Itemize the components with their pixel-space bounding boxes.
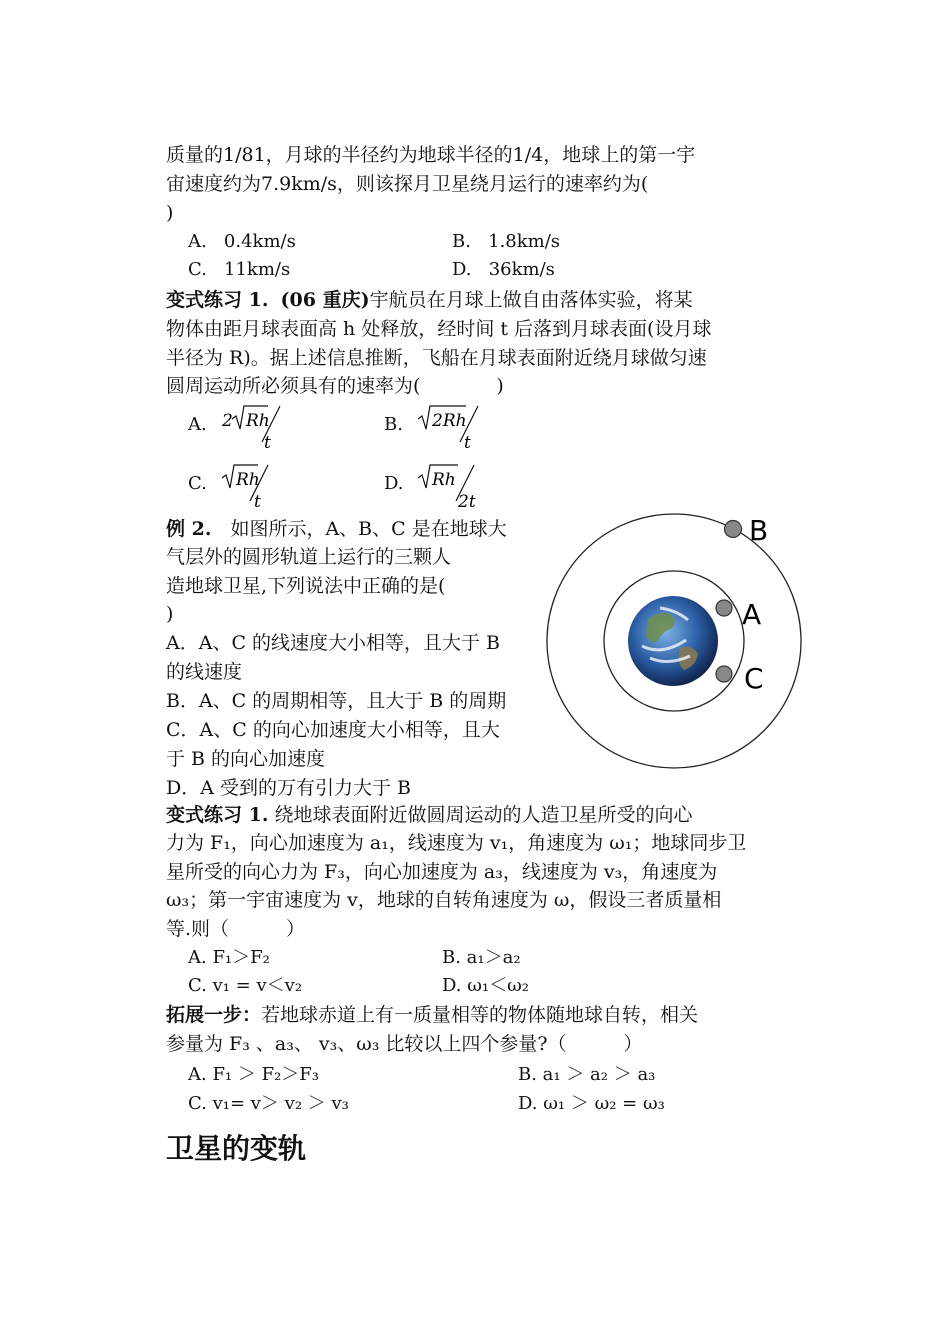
formula-radicand: 2Rh xyxy=(432,411,467,431)
variant1b-line-3: 星所受的向心力为 F₃，向心加速度为 a₃，线速度为 v₃，角速度为 xyxy=(166,861,718,883)
satellite-b xyxy=(725,521,742,538)
extend-option-c: C. v₁= v＞ v₂ ＞ v₃ xyxy=(188,1093,349,1114)
option-text: 0.4km/s xyxy=(223,231,296,252)
option-text: 11km/s xyxy=(224,259,291,280)
satellite-a xyxy=(716,600,732,616)
variant1b-option-a: A. F₁＞F₂ xyxy=(188,947,270,968)
variant1b-option-d: D. ω₁＜ω₂ xyxy=(442,975,530,996)
formula-denominator: t xyxy=(264,433,271,453)
example2-option-d: D．A 受到的万有引力大于 B xyxy=(166,777,411,799)
formula-option-a-letter: A. xyxy=(188,414,207,435)
extend-option-d: D. ω₁ ＞ ω₂ = ω₃ xyxy=(518,1093,665,1114)
option-letter: B. xyxy=(452,231,471,252)
formula-denominator: t xyxy=(464,433,471,453)
extend-text: 若地球赤道上有一质量相等的物体随地球自转，相关 xyxy=(261,1004,699,1026)
label-b: B xyxy=(749,514,769,547)
extend-line-2: 参量为 F₃ 、a₃、 v₃、ω₃ 比较以上四个参量?（ ） xyxy=(166,1033,643,1055)
extend-option-a: A. F₁ ＞ F₂＞F₃ xyxy=(188,1064,320,1085)
formula-denominator: t xyxy=(254,492,261,512)
example2-line-2: 气层外的圆形轨道上运行的三颗人 xyxy=(166,546,452,568)
formula-radicand: Rh xyxy=(432,470,456,490)
option-letter: C. xyxy=(188,259,207,280)
formula-denominator: 2t xyxy=(458,492,476,512)
variant1-line-4: 圆周运动所必须具有的速率为( ) xyxy=(166,375,504,397)
formula-radicand: Rh xyxy=(246,411,270,431)
variant1-text: 宇航员在月球上做自由落体实验，将某 xyxy=(369,289,693,311)
formula-option-b-letter: B. xyxy=(384,414,403,435)
formula-option-d xyxy=(414,461,494,513)
formula-option-b xyxy=(414,402,494,454)
variant1b-line-2: 力为 F₁，向心加速度为 a₁，线速度为 v₁，角速度为 ω₁；地球同步卫 xyxy=(166,832,747,854)
example2-line-4: ) xyxy=(166,603,174,625)
question-line-1: 质量的1/81，月球的半径约为地球半径的1/4，地球上的第一宇 xyxy=(166,144,696,166)
variant1b-option-c: C. v₁ = v＜v₂ xyxy=(188,975,303,996)
option-letter: D. xyxy=(452,259,472,280)
option-text: 36km/s xyxy=(488,259,555,280)
orbit-diagram xyxy=(540,508,810,778)
extend-option-b: B. a₁ ＞ a₂ ＞ a₃ xyxy=(518,1064,656,1085)
formula-coef: 2 xyxy=(222,411,233,431)
option-text: 1.8km/s xyxy=(488,231,561,252)
formula-option-d-letter: D. xyxy=(384,473,404,494)
formula-option-c-letter: C. xyxy=(188,473,207,494)
option-c xyxy=(188,256,290,284)
variant1b-text: 绕地球表面附近做圆周运动的人造卫星所受的向心 xyxy=(274,804,693,826)
formula-option-c xyxy=(218,461,298,513)
formula-radicand: Rh xyxy=(236,470,260,490)
variant1-line-1 xyxy=(166,286,693,314)
variant1-source: (06 重庆) xyxy=(280,289,370,311)
example2-line-1 xyxy=(166,515,507,543)
example2-tag: 例 2. xyxy=(166,518,212,540)
variant1b-tag: 变式练习 1. xyxy=(166,804,269,826)
satellite-c xyxy=(716,666,732,682)
example2-option-c-2: 于 B 的向心加速度 xyxy=(166,748,326,770)
earth-icon xyxy=(628,596,718,686)
section-heading: 卫星的变轨 xyxy=(166,1132,307,1165)
question-line-3: ) xyxy=(166,202,174,224)
variant1b-line-4: ω₃；第一宇宙速度为 v，地球的自转角速度为 ω，假设三者质量相 xyxy=(166,889,722,911)
example2-option-b: B．A、C 的周期相等，且大于 B 的周期 xyxy=(166,690,507,712)
extend-line-1 xyxy=(166,1001,698,1029)
question-line-2: 宙速度约为7.9km/s，则该探月卫星绕月运行的速率约为( xyxy=(166,173,649,195)
formula-option-a xyxy=(218,402,298,454)
option-a xyxy=(188,228,296,256)
option-b xyxy=(452,228,560,256)
variant1-tag: 变式练习 1. xyxy=(166,289,269,311)
variant1b-line-5: 等.则（ ） xyxy=(166,918,306,940)
variant1-line-2: 物体由距月球表面高 h 处释放，经时间 t 后落到月球表面(设月球 xyxy=(166,318,712,340)
label-a: A xyxy=(742,598,762,631)
extend-tag: 拓展一步： xyxy=(166,1004,262,1026)
variant1b-line-1 xyxy=(166,801,693,829)
option-letter: A. xyxy=(188,231,207,252)
example2-option-a-2: 的线速度 xyxy=(166,661,243,683)
example2-line-3: 造地球卫星,下列说法中正确的是( xyxy=(166,575,446,597)
label-c: C xyxy=(744,662,764,695)
variant1-line-3: 半径为 R)。据上述信息推断，飞船在月球表面附近绕月球做匀速 xyxy=(166,347,707,369)
example2-option-c-1: C．A、C 的向心加速度大小相等，且大 xyxy=(166,719,500,741)
variant1b-option-b: B. a₁＞a₂ xyxy=(442,947,521,968)
option-d xyxy=(452,256,555,284)
example2-option-a-1: A．A、C 的线速度大小相等，且大于 B xyxy=(166,632,501,654)
example2-text: 如图所示，A、B、C 是在地球大 xyxy=(211,518,507,540)
